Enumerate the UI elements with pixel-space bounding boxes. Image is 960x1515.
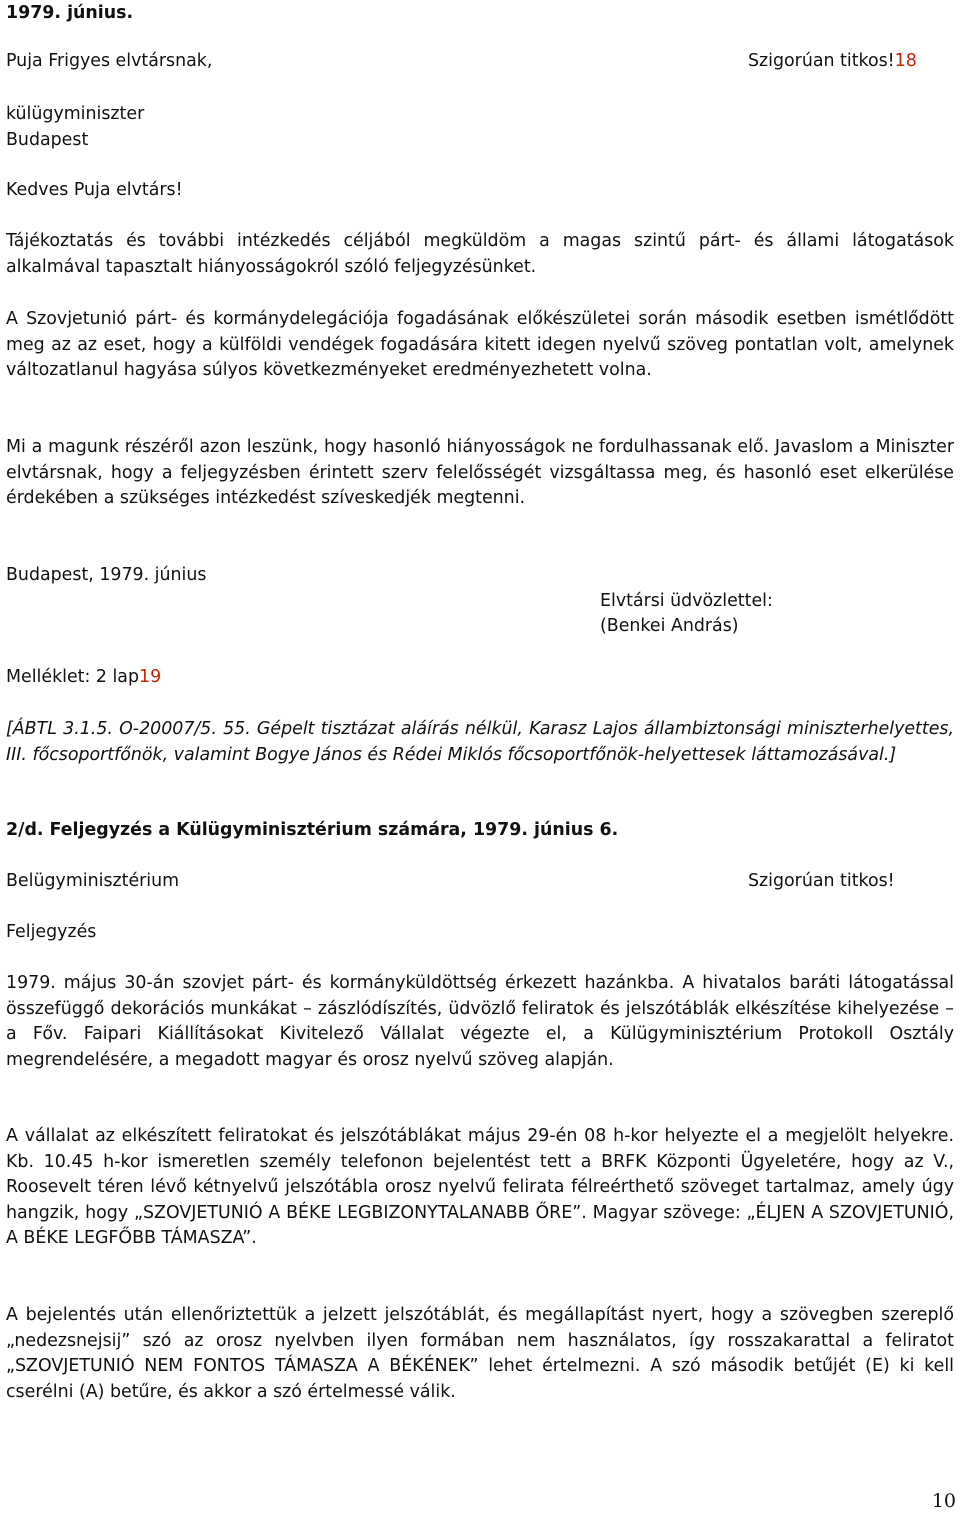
ministry-name: Belügyminisztérium <box>6 871 180 891</box>
date-heading: 1979. június. <box>6 3 134 23</box>
letter-paragraph-3: Mi a magunk részéről azon leszünk, hogy hasonló hiányosságok ne fordulhassanak elő. Javaslom a Miniszter elvtársnak, hogy a feljegyzésben érintett szerv felelősségét vizsgáltassa meg, és hasonló eset elkerülése érdekében a szükséges intézkedést szíveskedjék megtenni. <box>6 437 954 508</box>
recipient-city: Budapest <box>6 130 89 150</box>
section-classification: Szigorúan titkos! <box>748 871 895 891</box>
footnote-ref-18: 18 <box>894 51 917 71</box>
archive-note: [ÁBTL 3.1.5. O-20007/5. 55. Gépelt tisztázat aláírás nélkül, Karasz Lajos állambiztonsági miniszterhelyettes, III. főcsoportfőnök, valamint Bogye János és Rédei Miklós főcsoportfőnök-helyettesek láttamozásával.] <box>6 719 954 765</box>
classification-text: Szigorúan titkos! <box>748 51 895 71</box>
recipient-title: külügyminiszter <box>6 104 145 124</box>
letter-paragraph-1: Tájékoztatás és további intézkedés céljából megküldöm a magas szintű párt- és állami látogatások alkalmával tapasztalt hiányosságokról szóló feljegyzésünket. <box>6 231 954 277</box>
section-paragraph-1: 1979. május 30-án szovjet párt- és kormányküldöttség érkezett hazánkba. A hivatalos baráti látogatással összefüggő dekorációs munkákat – zászlódíszítés, üdvözlő feliratok és jelszótáblák elkészítése kihelyezése – a Főv. Faipari Kiállításokat Kivitelező Vállalat végezte el, a Külügyminisztérium Protokoll Osztály megrendelésére, a megadott magyar és orosz nyelvű szöveg alapján. <box>6 973 954 1070</box>
section-paragraph-3: A bejelentés után ellenőriztettük a jelzett jelszótáblát, és megállapítást nyert, hogy a szövegben szereplő „nedezsnejsij” szó az orosz nyelvben ilyen formában nem használatos, így rosszakarattal a feliratot „SZOVJETUNIÓ NEM FONTOS TÁMASZA A BÉKÉNEK” lehet értelmezni. A szó második betűjét (E) ki kell cserélni (A) betűre, és akkor a szó értelmessé válik. <box>6 1305 954 1402</box>
document-type: Feljegyzés <box>6 922 97 942</box>
section-paragraph-2: A vállalat az elkészített feliratokat és jelszótáblákat május 29-én 08 h-kor helyezte el a megjelölt helyekre. Kb. 10.45 h-kor ismeretlen személy telefonon bejelentést tett a BRFK Központi Ügyeletére, hogy az V., Roosevelt téren lévő kétnyelvű jelszótábla orosz nyelvű felirata félreérthető szöveget tartalmaz, amely úgy hangzik, hogy „SZOVJETUNIÓ A BÉKE LEGBIZONYTALANABB ŐRE”. Magyar szövege: „ÉLJEN A SZOVJETUNIÓ, A BÉKE LEGFŐBB TÁMASZA”. <box>6 1126 954 1248</box>
footnote-ref-19: 19 <box>139 667 162 687</box>
closing: Elvtársi üdvözlettel: <box>600 591 773 611</box>
classification-label <box>748 49 917 75</box>
salutation: Kedves Puja elvtárs! <box>6 180 183 200</box>
place-date: Budapest, 1979. június <box>6 565 207 585</box>
attachment-note <box>6 665 161 691</box>
signer: (Benkei András) <box>600 616 739 636</box>
section-heading: 2/d. Feljegyzés a Külügyminisztérium számára, 1979. június 6. <box>6 820 619 840</box>
attachment-text: Melléklet: 2 lap <box>6 667 139 687</box>
letter-paragraph-2: A Szovjetunió párt- és kormánydelegációja fogadásának előkészületei során második esetben ismétlődött meg az az eset, hogy a külföldi vendégek fogadására kitett idegen nyelvű szöveg pontatlan volt, amelynek változatlanul hagyása súlyos következményeket eredményezhetett volna. <box>6 309 954 380</box>
page-number: 10 <box>931 1490 956 1512</box>
recipient-name: Puja Frigyes elvtársnak, <box>6 51 213 71</box>
